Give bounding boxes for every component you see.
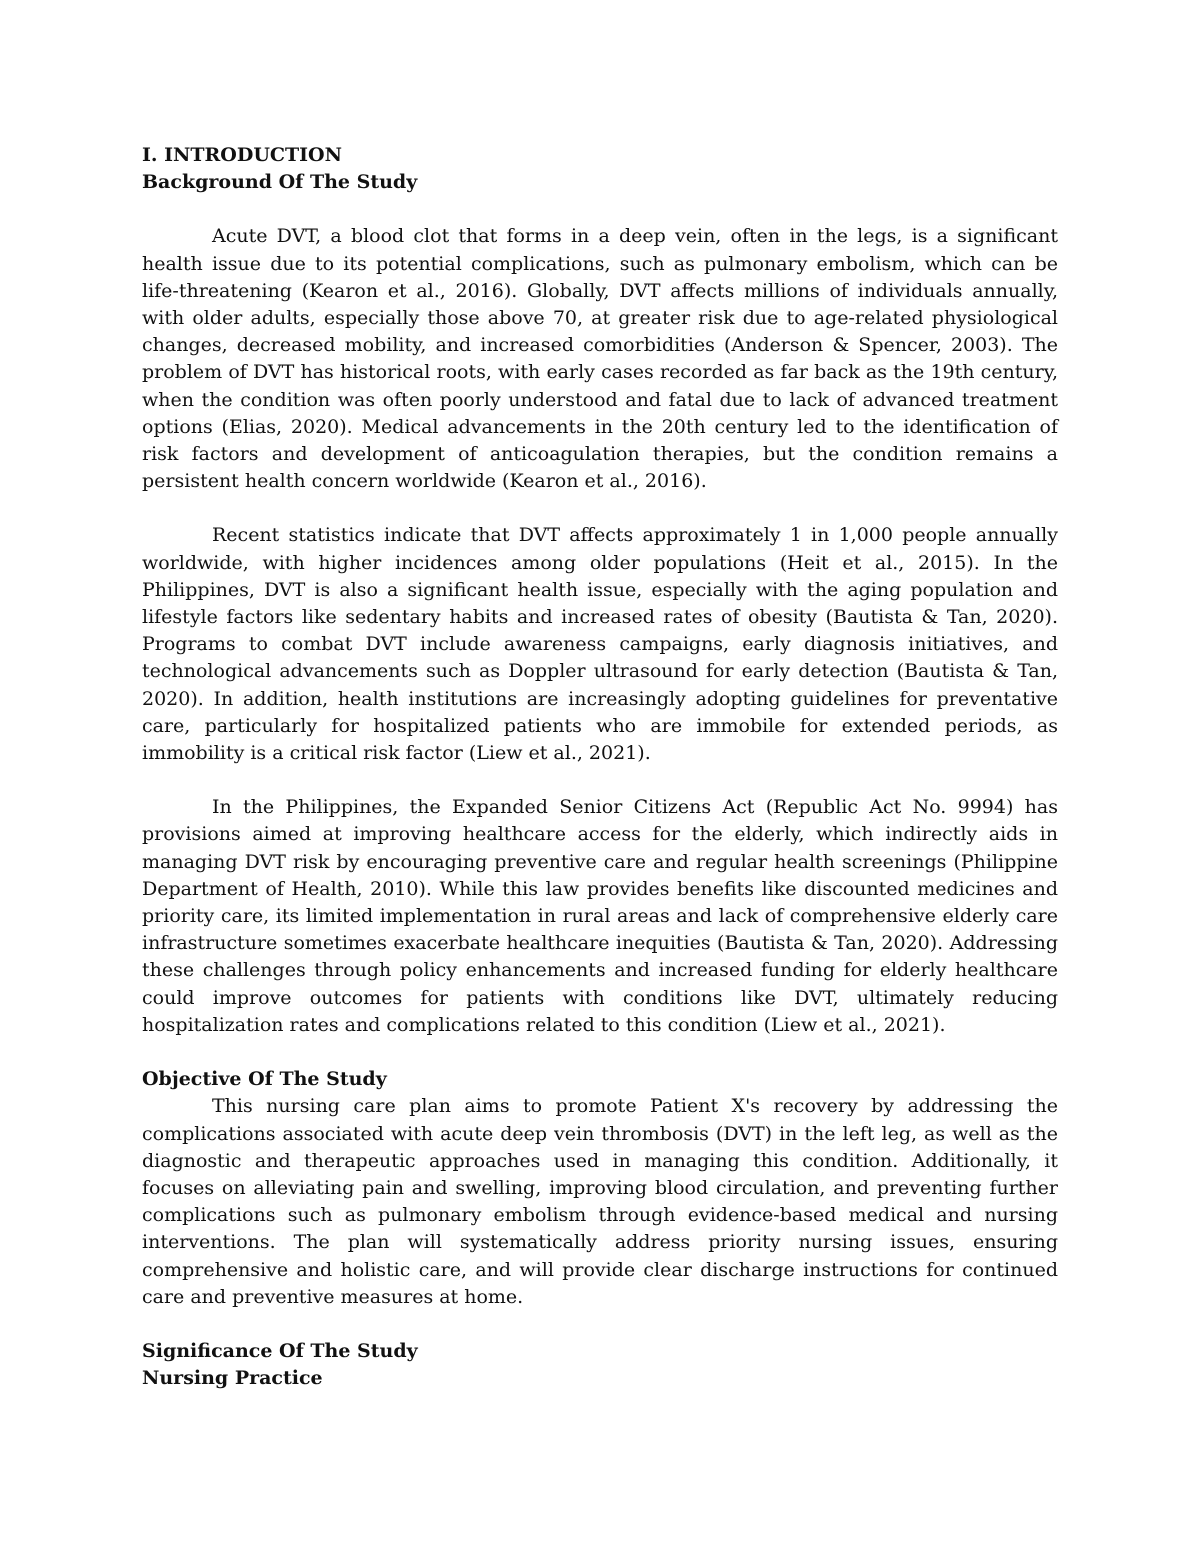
subheading-significance: Significance Of The Study xyxy=(142,1339,418,1362)
paragraph-background-3: In the Philippines, the Expanded Senior Citizens Act (Republic Act No. 9994) has provisions aimed at improving healthcare access for the elderly, which indirectly aids in managing DVT risk by encouraging preventive care and regular health screenings (Philippine Department of Health, 2010). While this law provides benefits like discounted medicines and priority care, its limited implementation in rural areas and lack of comprehensive elderly care infrastructure sometimes exacerbate healthcare inequities (Bautista & Tan, 2020). Addressing these challenges through policy enhancements and increased funding for elderly healthcare could improve outcomes for patients with conditions like DVT, ultimately reducing hospitalization rates and complications related to this condition (Liew et al., 2021). xyxy=(142,796,1058,1036)
section-heading-introduction: I. INTRODUCTION xyxy=(142,144,342,166)
paragraph-gap xyxy=(142,196,1058,223)
subheading-background: Background Of The Study xyxy=(142,171,418,194)
paragraph-gap xyxy=(142,1039,1058,1066)
paragraph-gap xyxy=(142,767,1058,794)
paragraph-background-2: Recent statistics indicate that DVT affects approximately 1 in 1,000 people annually worldwide, with higher incidences among older populations (Heit et al., 2015). In the Philippines, DVT is also a significant health issue, especially with the aging population and lifestyle factors like sedentary habits and increased rates of obesity (Bautista & Tan, 2020). Programs to combat DVT include awareness campaigns, early diagnosis initiatives, and technological advancements such as Doppler ultrasound for early detection (Bautista & Tan, 2020). In addition, health institutions are increasingly adopting guidelines for preventative care, particularly for hospitalized patients who are immobile for extended periods, as immobility is a critical risk factor (Liew et al., 2021). xyxy=(142,524,1058,765)
document-page xyxy=(142,142,1058,1392)
paragraph-background-1: Acute DVT, a blood clot that forms in a deep vein, often in the legs, is a significant health issue due to its potential complications, such as pulmonary embolism, which can be life-threatening (Kearon et al., 2016). Globally, DVT affects millions of individuals annually, with older adults, especially those above 70, at greater risk due to age-related physiological changes, decreased mobility, and increased comorbidities (Anderson & Spencer, 2003). The problem of DVT has historical roots, with early cases recorded as far back as the 19th century, when the condition was often poorly understood and fatal due to lack of advanced treatment options (Elias, 2020). Medical advancements in the 20th century led to the identification of risk factors and development of anticoagulation therapies, but the condition remains a persistent health concern worldwide (Kearon et al., 2016). xyxy=(142,225,1058,493)
subheading-objective: Objective Of The Study xyxy=(142,1068,387,1091)
paragraph-objective: This nursing care plan aims to promote Patient X's recovery by addressing the complications associated with acute deep vein thrombosis (DVT) in the left leg, as well as the diagnostic and therapeutic approaches used in managing this condition. Additionally, it focuses on alleviating pain and swelling, improving blood circulation, and preventing further complications such as pulmonary embolism through evidence-based medical and nursing interventions. The plan will systematically address priority nursing issues, ensuring comprehensive and holistic care, and will provide clear discharge instructions for continued care and preventive measures at home. xyxy=(142,1095,1058,1308)
subheading-nursing-practice: Nursing Practice xyxy=(142,1367,323,1390)
paragraph-gap xyxy=(142,495,1058,522)
paragraph-gap xyxy=(142,1311,1058,1338)
